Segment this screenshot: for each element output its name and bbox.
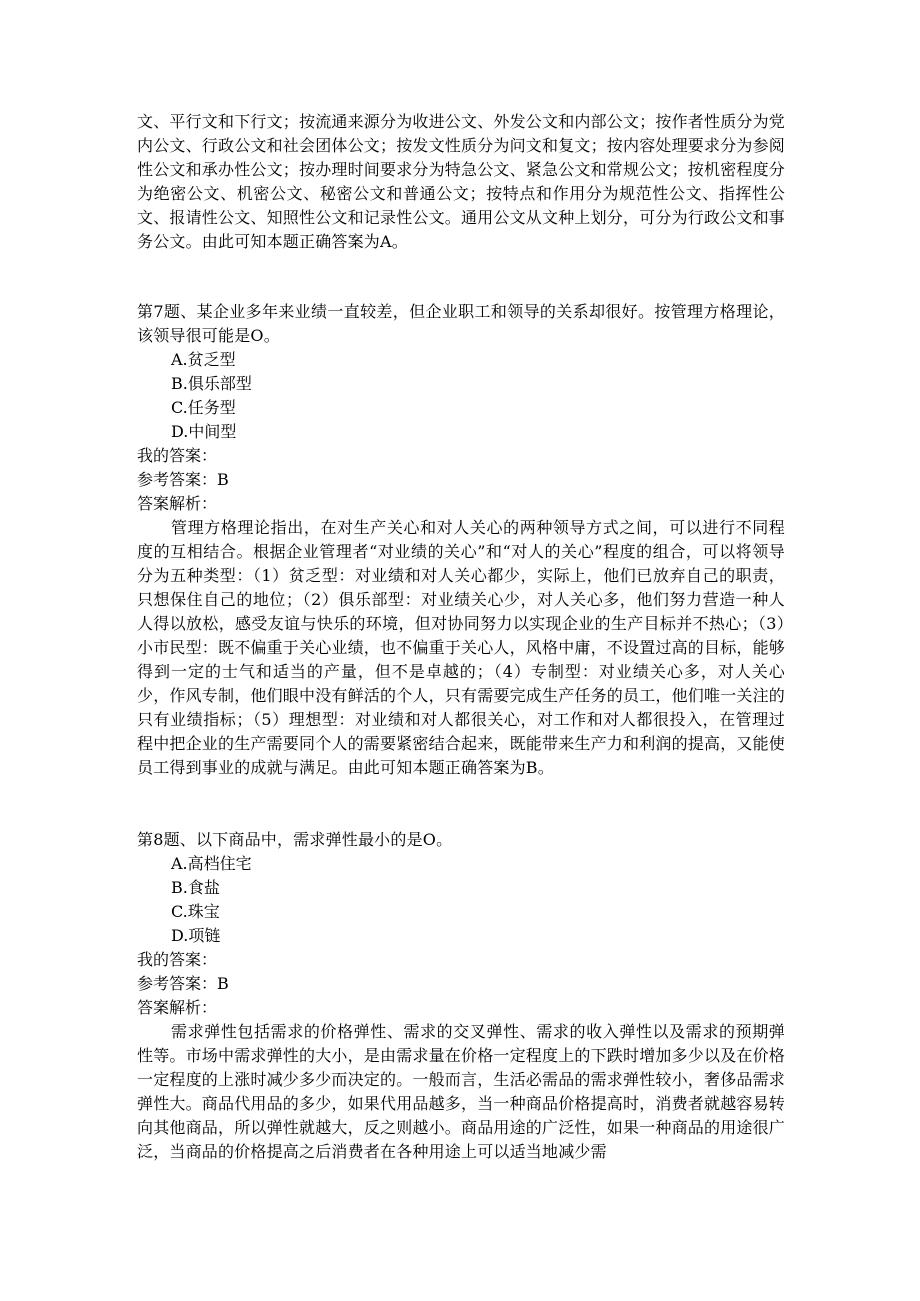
question-7-analysis-label: 答案解析： — [137, 494, 218, 513]
question-8-stem: 第8题、以下商品中，需求弹性最小的是O。 — [137, 830, 453, 849]
question-7-option-a: A.贫乏型 — [171, 350, 236, 369]
document-page — [137, 110, 785, 1164]
spacer — [137, 254, 785, 300]
question-7-reference-answer: 参考答案：B — [137, 470, 229, 489]
question-8 — [137, 828, 785, 1164]
question-7-my-answer: 我的答案： — [137, 446, 218, 465]
question-8-option-c: C.珠宝 — [171, 902, 220, 921]
question-7 — [137, 300, 785, 780]
question-7-option-d: D.中间型 — [171, 422, 237, 441]
question-7-option-b: B.俱乐部型 — [171, 374, 252, 393]
question-7-option-c: C.任务型 — [171, 398, 236, 417]
spacer — [137, 780, 785, 828]
question-8-analysis: 需求弹性包括需求的价格弹性、需求的交叉弹性、需求的收入弹性以及需求的预期弹性等。市场中需求弹性的大小，是由需求量在价格一定程度上的下跌时增加多少以及在价格一定程度的上涨时减少多少而决定的。一般而言，生活必需品的需求弹性较小，奢侈品需求弹性大。商品代用品的多少，如果代用品越多，当一种商品价格提高时，消费者就越容易转向其他商品，所以弹性就越大，反之则越小。商品用途的广泛性，如果一种商品的用途很广泛，当商品的价格提高之后消费者在各种用途上可以适当地减少需 — [137, 1022, 786, 1161]
question-7-analysis: 管理方格理论指出，在对生产关心和对人关心的两种领导方式之间，可以进行不同程度的互相结合。根据企业管理者“对业绩的关心”和“对人的关心”程度的组合，可以将领导分为五种类型：（1）贫乏型：对业绩和对人关心都少，实际上，他们已放弃自己的职责，只想保住自己的地位；（2）俱乐部型：对业绩关心少，对人关心多，他们努力营造一种人人得以放松，感受友谊与快乐的环境，但对协同努力以实现企业的生产目标并不热心；（3）小市民型：既不偏重于关心业绩，也不偏重于关心人，风格中庸，不设置过高的目标，能够得到一定的士气和适当的产量，但不是卓越的；（4）专制型：对业绩关心多，对人关心少，作风专制，他们眼中没有鲜活的个人，只有需要完成生产任务的员工，他们唯一关注的只有业绩指标；（5）理想型：对业绩和对人都很关心，对工作和对人都很投入，在管理过程中把企业的生产需要同个人的需要紧密结合起来，既能带来生产力和利润的提高，又能使员工得到事业的成就与满足。由此可知本题正确答案为B。 — [137, 518, 786, 777]
previous-analysis-continuation: 文、平行文和下行文；按流通来源分为收进公文、外发公文和内部公文；按作者性质分为党内公文、行政公文和社会团体公文；按发文性质分为问文和复文；按内容处理要求分为参阅性公文和承办性公文；按办理时间要求分为特急公文、紧急公文和常规公文；按机密程度分为绝密公文、机密公文、秘密公文和普通公文；按特点和作用分为规范性公文、指挥性公文、报请性公文、知照性公文和记录性公文。通用公文从文种上划分，可分为行政公文和事务公文。由此可知本题正确答案为A。 — [137, 112, 786, 251]
question-8-reference-answer: 参考答案：B — [137, 974, 229, 993]
question-8-option-a: A.高档住宅 — [171, 854, 252, 873]
question-8-my-answer: 我的答案： — [137, 950, 218, 969]
question-8-analysis-label: 答案解析： — [137, 998, 218, 1017]
question-8-option-d: D.项链 — [171, 926, 221, 945]
question-8-option-b: B.食盐 — [171, 878, 220, 897]
question-7-stem: 第7题、某企业多年来业绩一直较差，但企业职工和领导的关系却很好。按管理方格理论，该领导很可能是O。 — [137, 302, 785, 345]
